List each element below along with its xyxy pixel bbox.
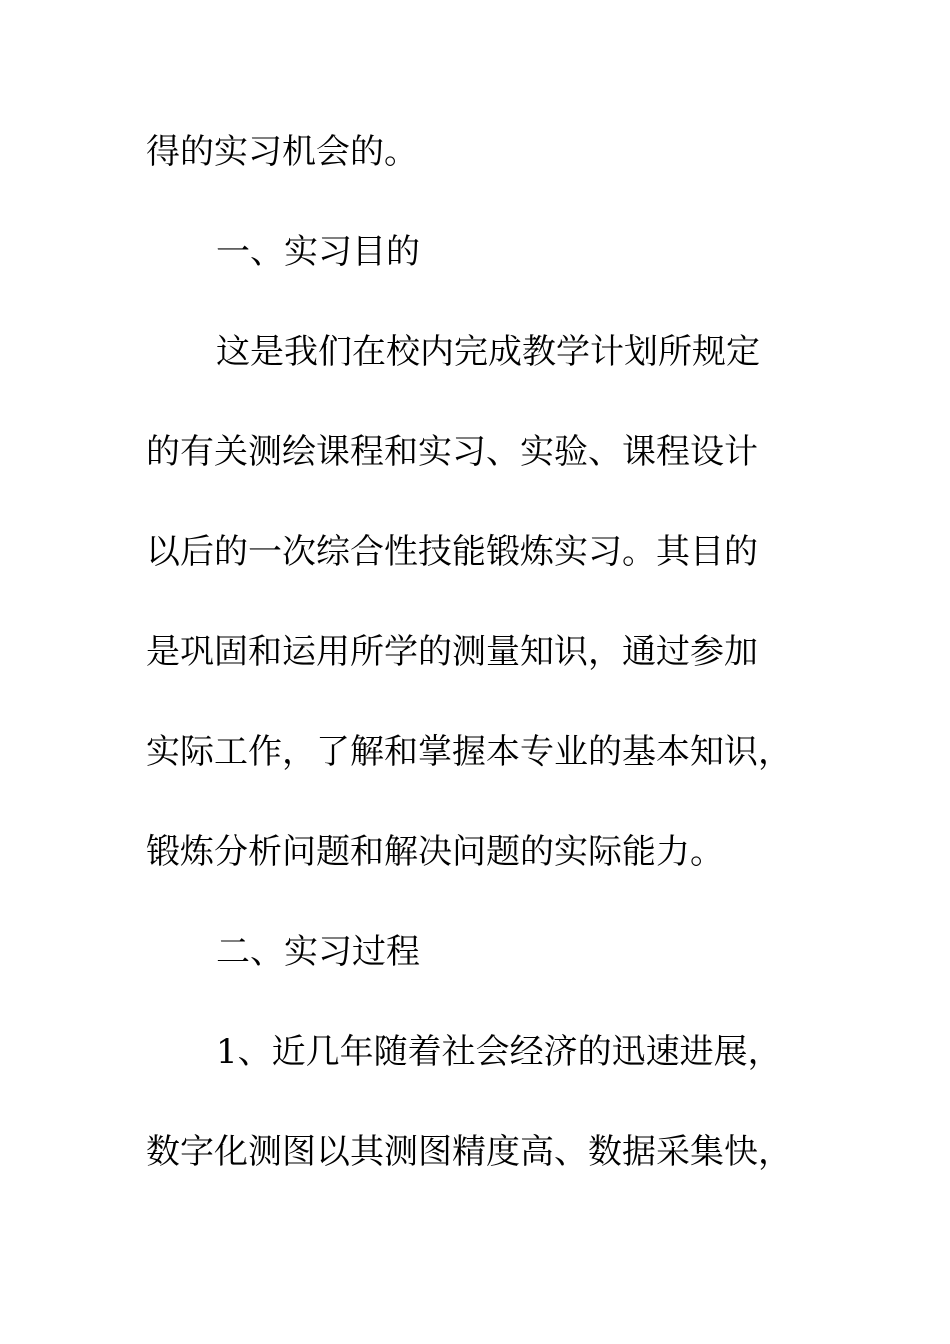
section-heading-process: 二、实习过程: [216, 932, 420, 972]
paragraph-line-10: 1、近几年随着社会经济的迅速进展，: [216, 1032, 782, 1072]
paragraph-line-3: 这是我们在校内完成教学计划所规定: [216, 332, 760, 372]
paragraph-line-5: 以后的一次综合性技能锻炼实习。其目的: [146, 532, 758, 572]
paragraph-line-1: 得的实习机会的。: [146, 132, 418, 172]
paragraph-line-11: 数字化测图以其测图精度高、数据采集快，: [146, 1132, 792, 1172]
paragraph-line-7: 实际工作，了解和掌握本专业的基本知识，: [146, 732, 792, 772]
paragraph-line-6: 是巩固和运用所学的测量知识，通过参加: [146, 632, 758, 672]
paragraph-line-8: 锻炼分析问题和解决问题的实际能力。: [146, 832, 724, 872]
paragraph-line-4: 的有关测绘课程和实习、实验、课程设计: [146, 432, 758, 472]
section-heading-purpose: 一、实习目的: [216, 232, 420, 272]
